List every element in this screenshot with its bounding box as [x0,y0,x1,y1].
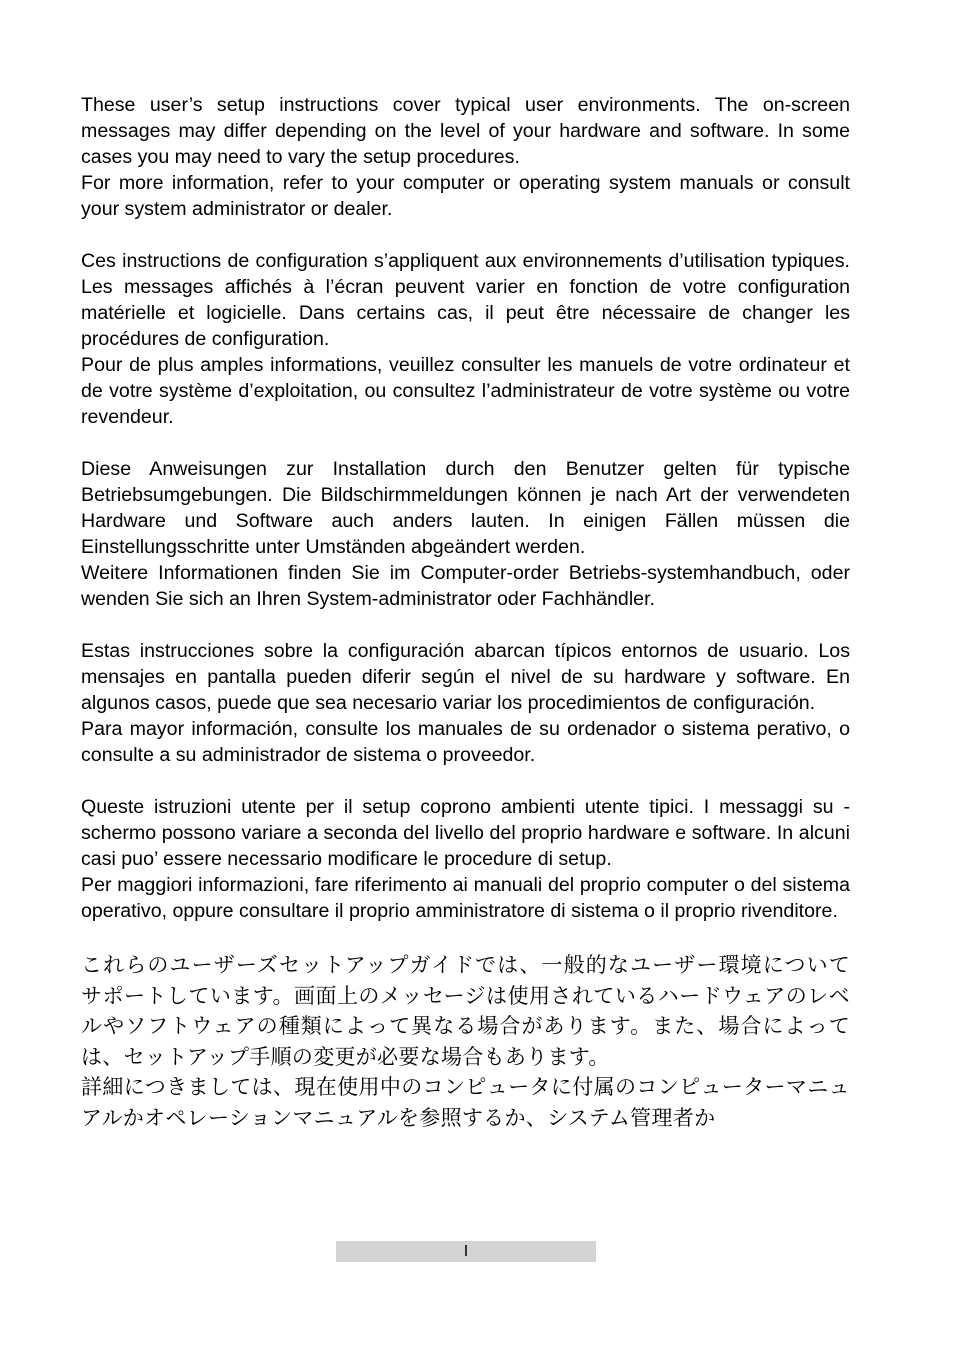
english-paragraph-2: For more information, refer to your computer or operating system manuals or consult your system administrator or dealer. [81,172,850,220]
english-paragraph-1: These user’s setup instructions cover typical user environments. The on-screen messages may differ depending on the level of your hardware and software. In some cases you may need to vary the setup procedures. [81,94,850,168]
spanish-paragraph-1: Estas instrucciones sobre la configuración abarcan típicos entornos de usuario. Los mensajes en pantalla pueden diferir según el nivel de su hardware y software. En algunos casos, puede que sea necesario variar los procedimientos de configuración. [81,640,850,714]
french-paragraph-2: Pour de plus amples informations, veuillez consulter les manuels de votre ordinateur et de votre système d’exploitation, ou consultez l’administrateur de votre système ou votre revendeur. [81,354,850,428]
spanish-paragraph-2: Para mayor información, consulte los manuales de su ordenador o sistema perativo, o consulte a su administrador de sistema o proveedor. [81,718,850,766]
italian-paragraph-1: Queste istruzioni utente per il setup coprono ambienti utente tipici. I messaggi su - schermo possono variare a seconda del livello del proprio hardware e software. In alcuni casi puo’ essere necessario modificare le procedure di setup. [81,796,850,870]
page-number: I [336,1241,596,1262]
japanese-paragraph-1: これらのユーザーズセットアップガイドでは、一般的なユーザー環境について サポートしています。画面上のメッセージは使用されているハードウェアのレベルやソフトウェアの種類によって異なる場合があります。また、場合によっては、セットアップ手順の変更が必要な場合もあります。 [81,953,850,1069]
german-paragraph-1: Diese Anweisungen zur Installation durch den Benutzer gelten für typische Betriebsumgebungen. Die Bildschirmmeldungen können je nach Art der verwendeten Hardware und Software auch anders lauten. In einigen Fällen müssen die Einstellungsschritte unter Umständen abgeändert werden. [81,458,850,558]
section-spanish [81,638,850,768]
italian-paragraph-2: Per maggiori informazioni, fare riferimento ai manuali del proprio computer o del sistema operativo, oppure consultare il proprio amministratore di sistema o il proprio rivenditore. [81,874,850,922]
section-italian [81,794,850,924]
section-japanese [81,950,850,1133]
section-english [81,92,850,222]
section-german [81,456,850,612]
japanese-paragraph-2: 詳細につきましては、現在使用中のコンピュータに付属のコンピューターマニュアルかオペレーションマニュアルを参照するか、システム管理者か [81,1075,850,1130]
french-paragraph-1: Ces instructions de configuration s’appliquent aux environnements d’utilisation typiques. Les messages affichés à l’écran peuvent varier en fonction de votre configuration matérielle et logicielle. Dans certains cas, il peut être nécessaire de changer les procédures de configuration. [81,250,850,350]
german-paragraph-2: Weitere Informationen finden Sie im Computer-order Betriebs-systemhandbuch, oder wenden Sie sich an Ihren System-administrator oder Fachhändler. [81,562,850,610]
document-page [81,92,850,1159]
section-french [81,248,850,430]
